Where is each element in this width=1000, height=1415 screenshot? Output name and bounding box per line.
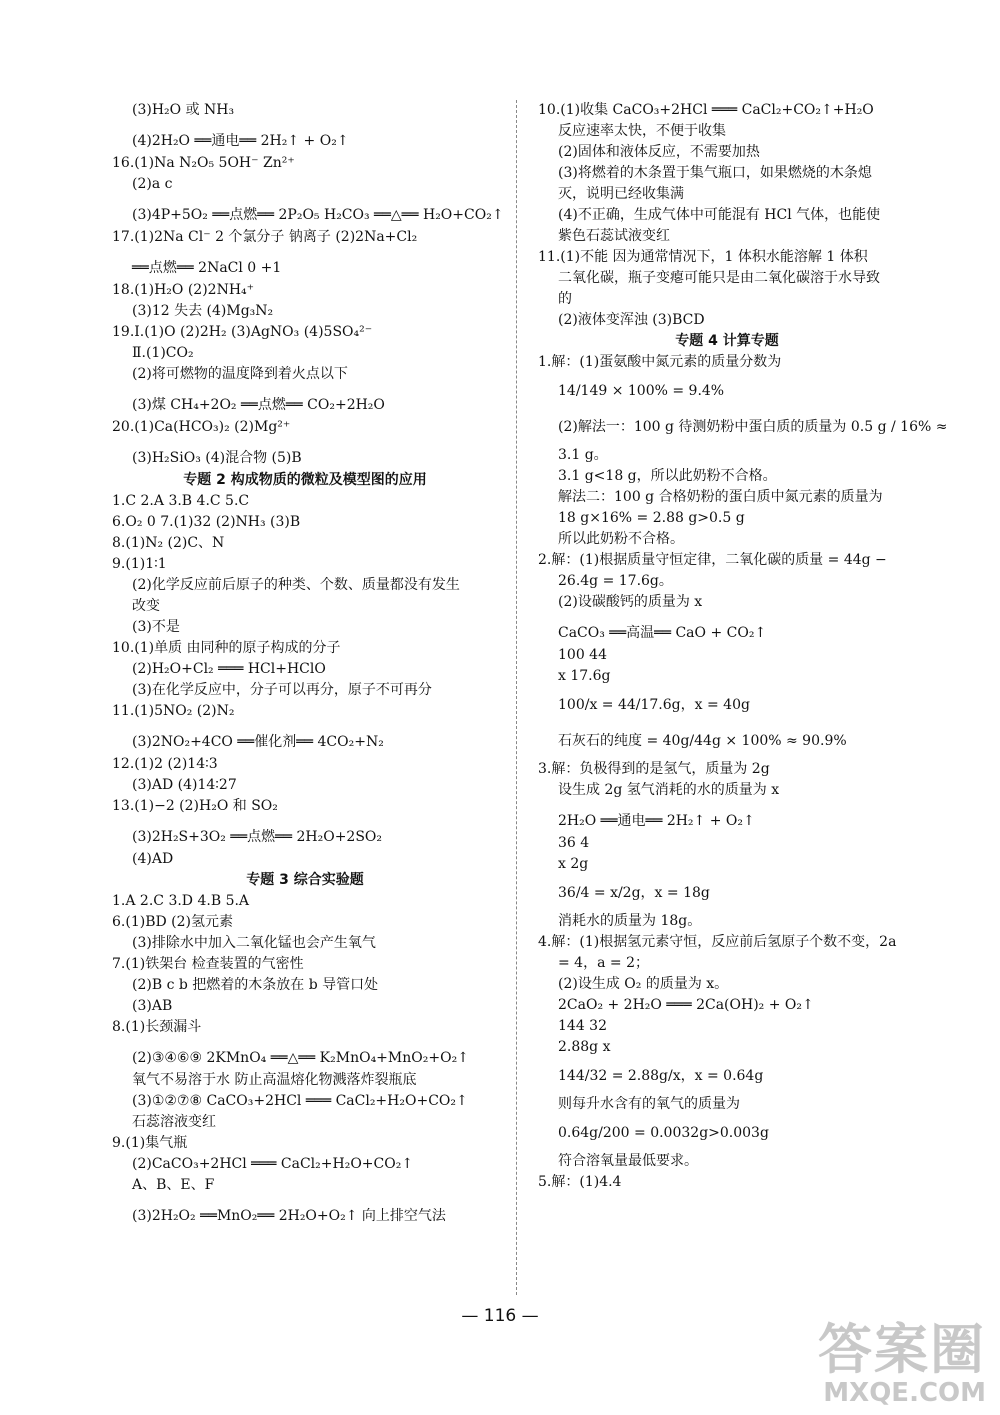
- answer-line: 36/4 = x/2g，x = 18g: [558, 885, 710, 901]
- answer-line: 6.O₂ 0 7.(1)32 (2)NH₃ (3)B: [112, 514, 301, 530]
- watermark-en: MXQE.COM: [823, 1378, 986, 1408]
- answer-line: 2CaO₂ + 2H₂O ═══ 2Ca(OH)₂ + O₂↑: [558, 997, 814, 1013]
- answer-line: (3)不是: [132, 619, 180, 635]
- answer-line: 14/149 × 100% = 9.4%: [558, 383, 725, 399]
- answer-line: 3.1 g。: [558, 447, 608, 463]
- answer-line: 则每升水含有的氧气的质量为: [558, 1096, 740, 1112]
- answer-line: (3)12 失去 (4)Mg₃N₂: [132, 303, 274, 319]
- answer-line: 8.(1)N₂ (2)C、N: [112, 535, 225, 551]
- answer-line: 石蕊溶液变红: [132, 1114, 216, 1130]
- answer-line: 2.解：(1)根据质量守恒定律，二氧化碳的质量 = 44g −: [538, 552, 887, 568]
- answer-line: (4)2H₂O ══通电══ 2H₂↑ + O₂↑: [132, 133, 349, 149]
- answer-line: 12.(1)2 (2)14∶3: [112, 756, 218, 772]
- answer-line: 符合溶氧量最低要求。: [558, 1153, 698, 1169]
- answer-line: (3)AD (4)14∶27: [132, 777, 237, 793]
- answer-line: (2)CaCO₃+2HCl ═══ CaCl₂+H₂O+CO₂↑: [132, 1156, 414, 1172]
- answer-line: 0.64g/200 = 0.0032g>0.003g: [558, 1125, 769, 1141]
- answer-line: 消耗水的质量为 18g。: [558, 913, 702, 929]
- answer-line: 5.解：(1)4.4: [538, 1174, 622, 1190]
- answer-line: 11.(1)不能 因为通常情况下，1 体积水能溶解 1 体积: [538, 249, 868, 265]
- answer-line: 的: [558, 291, 572, 307]
- answer-line: (3)在化学反应中，分子可以再分，原子不可再分: [132, 682, 432, 698]
- answer-line: 8.(1)长颈漏斗: [112, 1019, 202, 1035]
- answer-line: (2)B c b 把燃着的木条放在 b 导管口处: [132, 977, 379, 993]
- answer-line: (3)H₂SiO₃ (4)混合物 (5)B: [132, 450, 302, 466]
- answer-line: (3)2H₂O₂ ══MnO₂══ 2H₂O+O₂↑ 向上排空气法: [132, 1208, 446, 1224]
- right-column: [538, 100, 948, 1193]
- answer-line: 1.A 2.C 3.D 4.B 5.A: [112, 893, 250, 909]
- answer-line: 10.(1)单质 由同种的原子构成的分子: [112, 640, 341, 656]
- answer-line: 解法二：100 g 合格奶粉的蛋白质中氮元素的质量为: [558, 489, 883, 505]
- answer-line: = 4，a = 2；: [558, 955, 649, 971]
- answer-line: 18.(1)H₂O (2)2NH₄⁺: [112, 282, 255, 298]
- section-heading: 专题 2 构成物质的微粒及模型图的应用: [183, 472, 427, 488]
- answer-line: (2)H₂O+Cl₂ ═══ HCl+HClO: [132, 661, 326, 677]
- answer-line: (3)煤 CH₄+2O₂ ══点燃══ CO₂+2H₂O: [132, 397, 385, 413]
- section-heading: 专题 3 综合实验题: [246, 872, 364, 888]
- watermark-cn: 答案圈: [818, 1318, 986, 1381]
- answer-line: (3)将燃着的木条置于集气瓶口，如果燃烧的木条熄: [558, 165, 872, 181]
- answer-line: 19.Ⅰ.(1)O (2)2H₂ (3)AgNO₃ (4)5SO₄²⁻: [112, 324, 373, 340]
- answer-line: 7.(1)铁架台 检查装置的气密性: [112, 956, 304, 972]
- answer-line: (2)化学反应前后原子的种类、个数、质量都没有发生: [132, 577, 460, 593]
- answer-line: (4)AD: [132, 851, 174, 867]
- answer-line: 所以此奶粉不合格。: [558, 531, 684, 547]
- answer-line: 10.(1)收集 CaCO₃+2HCl ═══ CaCl₂+CO₂↑+H₂O: [538, 102, 874, 118]
- answer-line: (2)a c: [132, 176, 173, 192]
- watermark-logo: [818, 1318, 986, 1408]
- answer-line: 11.(1)5NO₂ (2)N₂: [112, 703, 235, 719]
- answer-line: 1.解：(1)蛋氨酸中氮元素的质量分数为: [538, 354, 782, 370]
- answer-line: 紫色石蕊试液变红: [558, 228, 670, 244]
- answer-line: (3)H₂O 或 NH₃: [132, 102, 235, 118]
- answer-line: 144/32 = 2.88g/x，x = 0.64g: [558, 1068, 764, 1084]
- answer-line: Ⅱ.(1)CO₂: [132, 345, 194, 361]
- answer-line: (2)液体变浑浊 (3)BCD: [558, 312, 705, 328]
- answer-line: 9.(1)集气瓶: [112, 1135, 188, 1151]
- answer-line: 13.(1)−2 (2)H₂O 和 SO₂: [112, 798, 278, 814]
- answer-line: 灭，说明已经收集满: [558, 186, 684, 202]
- answer-line: 9.(1)1∶1: [112, 556, 167, 572]
- answer-line: (2)固体和液体反应，不需要加热: [558, 144, 760, 160]
- answer-line: x 2g: [558, 856, 589, 872]
- answer-line: (3)4P+5O₂ ══点燃══ 2P₂O₅ H₂CO₃ ══△══ H₂O+CO₂↑: [132, 207, 504, 223]
- answer-line: 3.1 g<18 g，所以此奶粉不合格。: [558, 468, 777, 484]
- answer-line: 1.C 2.A 3.B 4.C 5.C: [112, 493, 250, 509]
- answer-line: (2)设碳酸钙的质量为 x: [558, 594, 703, 610]
- answer-line: ══点燃══ 2NaCl 0 +1: [132, 260, 282, 276]
- answer-line: 设生成 2g 氢气消耗的水的质量为 x: [558, 782, 780, 798]
- answer-line: (3)2H₂S+3O₂ ══点燃══ 2H₂O+2SO₂: [132, 829, 383, 845]
- section-heading: 专题 4 计算专题: [675, 333, 779, 349]
- answer-line: (3)①②⑦⑧ CaCO₃+2HCl ═══ CaCl₂+H₂O+CO₂↑: [132, 1093, 468, 1109]
- answer-line: 改变: [132, 598, 160, 614]
- answer-line: 二氧化碳，瓶子变瘪可能只是由二氧化碳溶于水导致: [558, 270, 880, 286]
- answer-line: (2)设生成 O₂ 的质量为 x。: [558, 976, 729, 992]
- answer-line: 3.解：负极得到的是氢气，质量为 2g: [538, 761, 770, 777]
- page-number: — 116 —: [461, 1306, 539, 1326]
- answer-line: (2)将可燃物的温度降到着火点以下: [132, 366, 348, 382]
- answer-line: 2H₂O ══通电══ 2H₂↑ + O₂↑: [558, 813, 755, 829]
- answer-line: 石灰石的纯度 = 40g/44g × 100% ≈ 90.9%: [558, 733, 847, 749]
- answer-line: 16.(1)Na N₂O₅ 5OH⁻ Zn²⁺: [112, 155, 295, 171]
- answer-line: 4.解：(1)根据氢元素守恒，反应前后氢原子个数不变，2a: [538, 934, 897, 950]
- answer-line: 20.(1)Ca(HCO₃)₂ (2)Mg²⁺: [112, 419, 291, 435]
- answer-line: 36 4: [558, 835, 590, 851]
- answer-line: 17.(1)2Na Cl⁻ 2 个氯分子 钠离子 (2)2Na+Cl₂: [112, 229, 418, 245]
- answer-line: 6.(1)BD (2)氢元素: [112, 914, 233, 930]
- answer-line: 反应速率太快，不便于收集: [558, 123, 726, 139]
- answer-line: (3)排除水中加入二氧化锰也会产生氧气: [132, 935, 376, 951]
- answer-line: 100 44: [558, 647, 607, 663]
- answer-line: A、B、E、F: [132, 1177, 215, 1193]
- answer-line: CaCO₃ ══高温══ CaO + CO₂↑: [558, 625, 767, 641]
- answer-line: (3)2NO₂+4CO ══催化剂══ 4CO₂+N₂: [132, 734, 384, 750]
- answer-line: 2.88g x: [558, 1039, 611, 1055]
- left-column: [112, 100, 504, 1228]
- answer-line: (3)AB: [132, 998, 173, 1014]
- answer-line: 氧气不易溶于水 防止高温熔化物溅落炸裂瓶底: [132, 1072, 417, 1088]
- answer-line: 26.4g = 17.6g。: [558, 573, 673, 589]
- answer-line: 144 32: [558, 1018, 607, 1034]
- answer-line: (2)③④⑥⑨ 2KMnO₄ ══△══ K₂MnO₄+MnO₂+O₂↑: [132, 1050, 469, 1066]
- answer-line: 100/x = 44/17.6g，x = 40g: [558, 697, 750, 713]
- answer-line: (4)不正确，生成气体中可能混有 HCl 气体，也能使: [558, 207, 881, 223]
- column-divider: [516, 100, 517, 1295]
- answer-line: 18 g×16% = 2.88 g>0.5 g: [558, 510, 745, 526]
- answer-line: x 17.6g: [558, 668, 611, 684]
- answer-line: (2)解法一：100 g 待测奶粉中蛋白质的质量为 0.5 g / 16% ≈: [558, 419, 948, 435]
